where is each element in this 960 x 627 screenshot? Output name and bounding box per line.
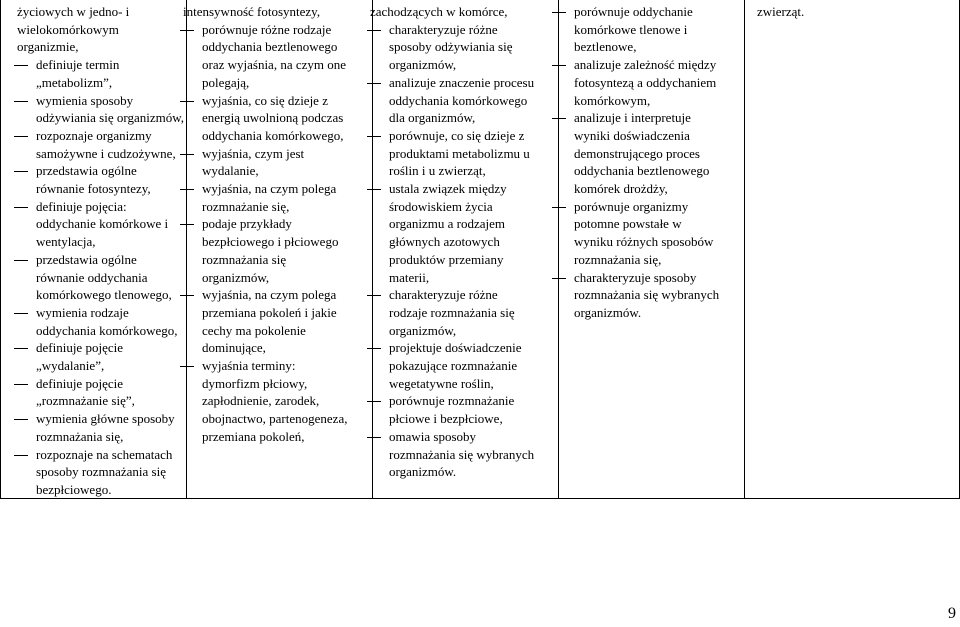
- list-item: przedstawia ogólne: [14, 251, 184, 269]
- list-item-continuation: komórkowego tlenowego,: [36, 287, 172, 303]
- list-item: rozpoznaje organizmy: [14, 127, 184, 145]
- list-item-continuation: dymorfizm płciowy,: [202, 375, 308, 391]
- list-item: porównuje rozmnażanie: [367, 392, 557, 410]
- list-item-continuation: organizmów,: [389, 322, 457, 338]
- list-item-continuation: oddychania komórkowego: [389, 92, 528, 108]
- list-item-continuation: materii,: [389, 269, 430, 285]
- list-item-continuation: produktów przemiany: [389, 251, 504, 267]
- list-item: omawia sposoby: [367, 428, 557, 446]
- list-item-continuation: oddychanie komórkowe i: [36, 216, 169, 232]
- list-item-continuation: oddychania komórkowego,: [202, 127, 344, 143]
- table-border-left: [0, 0, 1, 498]
- list-item: wymienia główne sposoby: [14, 410, 184, 428]
- list-item: definiuje pojęcia:: [14, 198, 184, 216]
- list-item-continuation: przemiana pokoleń i jakie: [202, 304, 337, 320]
- list-item: wyjaśnia, na czym polega: [180, 180, 366, 198]
- list-item-continuation: oddychania komórkowego,: [36, 322, 178, 338]
- column-1: [14, 3, 184, 499]
- list-item-continuation: wegetatywne roślin,: [389, 375, 494, 391]
- list-item-continuation: oddychania beztlenowego: [574, 163, 710, 179]
- list-item: wymienia sposoby: [14, 92, 184, 110]
- list-item: porównuje oddychanie: [552, 3, 742, 21]
- column-3: [367, 3, 557, 481]
- list-item-continuation: rozmnażania się,: [36, 428, 124, 444]
- list-item-continuation: dla organizmów,: [389, 110, 476, 126]
- list-item-continuation: organizmów,: [202, 269, 270, 285]
- list-item: ustala związek między: [367, 180, 557, 198]
- list-item: wyjaśnia, co się dzieje z: [180, 92, 366, 110]
- list-item-continuation: polegają,: [202, 74, 250, 90]
- cell-text-line: zwierząt.: [757, 4, 805, 19]
- list-item-continuation: równanie fotosyntezy,: [36, 181, 151, 197]
- list-item-continuation: odżywiania się organizmów,: [36, 110, 185, 126]
- list-item-continuation: rozmnażania się: [202, 251, 287, 267]
- cell-text-line: organizmie,: [17, 39, 79, 55]
- list-item: wymienia rodzaje: [14, 304, 184, 322]
- cell-text-line: zachodzących w komórce,: [370, 4, 508, 19]
- list-item-continuation: wentylacja,: [36, 234, 96, 250]
- list-item-continuation: zapłodnienie, zarodek,: [202, 393, 320, 409]
- list-item: charakteryzuje sposoby: [552, 269, 742, 287]
- list-item-continuation: komórek drożdży,: [574, 181, 668, 197]
- list-item-continuation: sposoby odżywiania się: [389, 39, 513, 55]
- list-item: charakteryzuje różne: [367, 286, 557, 304]
- list-item-continuation: fotosyntezą a oddychaniem: [574, 74, 717, 90]
- list-item-continuation: wydalanie,: [202, 163, 259, 179]
- list-item: wyjaśnia, na czym polega: [180, 286, 366, 304]
- list-item: analizuje zależność między: [552, 56, 742, 74]
- list-item-continuation: środowiskiem życia: [389, 198, 493, 214]
- list-item-continuation: bezpłciowego i płciowego: [202, 234, 339, 250]
- list-item: podaje przykłady: [180, 215, 366, 233]
- list-item-continuation: demonstrującego proces: [574, 145, 700, 161]
- list-item-continuation: dominujące,: [202, 340, 266, 356]
- column-4: [552, 3, 742, 322]
- list-item-continuation: potomne powstałe w: [574, 216, 682, 232]
- list-item-continuation: „rozmnażanie się”,: [36, 393, 135, 409]
- list-item: definiuje pojęcie: [14, 375, 184, 393]
- list-item-continuation: organizmów.: [389, 464, 457, 480]
- list-item-continuation: rozmnażanie się,: [202, 198, 290, 214]
- list-item-continuation: głównych azotowych: [389, 234, 500, 250]
- list-item: porównuje organizmy: [552, 198, 742, 216]
- list-item: przedstawia ogólne: [14, 162, 184, 180]
- list-item-continuation: wyniku różnych sposobów: [574, 234, 714, 250]
- cell-text-line: wielokomórkowym: [17, 21, 119, 37]
- list-item: analizuje i interpretuje: [552, 109, 742, 127]
- list-item-continuation: „wydalanie”,: [36, 358, 105, 374]
- list-item-continuation: wyniki doświadczenia: [574, 127, 690, 143]
- list-item-continuation: pokazujące rozmnażanie: [389, 358, 518, 374]
- list-item-continuation: bezpłciowego.: [36, 481, 112, 497]
- list-item-continuation: oddychania beztlenowego: [202, 39, 338, 55]
- list-item: definiuje termin: [14, 56, 184, 74]
- column-5: [754, 3, 954, 21]
- list-item: definiuje pojęcie: [14, 339, 184, 357]
- page-number: 9: [948, 605, 956, 622]
- list-item: analizuje znaczenie procesu: [367, 74, 557, 92]
- list-item-continuation: obojnactwo, partenogeneza,: [202, 411, 348, 427]
- list-item: projektuje doświadczenie: [367, 339, 557, 357]
- list-item-continuation: „metabolizm”,: [36, 74, 113, 90]
- list-item: rozpoznaje na schematach: [14, 446, 184, 464]
- list-item: porównuje, co się dzieje z: [367, 127, 557, 145]
- list-item-continuation: rozmnażania się wybranych: [574, 287, 720, 303]
- list-item: wyjaśnia terminy:: [180, 357, 366, 375]
- list-item-continuation: komórkowe tlenowe i: [574, 21, 688, 37]
- list-item: porównuje różne rodzaje: [180, 21, 366, 39]
- list-item-continuation: płciowe i bezpłciowe,: [389, 411, 503, 427]
- column-divider: [744, 0, 745, 498]
- list-item-continuation: sposoby rozmnażania się: [36, 464, 166, 480]
- list-item-continuation: przemiana pokoleń,: [202, 428, 305, 444]
- cell-text-line: życiowych w jedno- i: [17, 4, 130, 19]
- list-item-continuation: komórkowym,: [574, 92, 651, 108]
- list-item-continuation: organizmów.: [574, 304, 642, 320]
- cell-text-line: intensywność fotosyntezy,: [183, 4, 321, 19]
- list-item-continuation: rozmnażania się,: [574, 251, 662, 267]
- column-2: [180, 3, 366, 446]
- list-item-continuation: organizmu a rodzajem: [389, 216, 505, 232]
- list-item-continuation: roślin i u zwierząt,: [389, 163, 486, 179]
- list-item: wyjaśnia, czym jest: [180, 145, 366, 163]
- list-item-continuation: równanie oddychania: [36, 269, 148, 285]
- list-item-continuation: energią uwolnioną podczas: [202, 110, 344, 126]
- list-item-continuation: oraz wyjaśnia, na czym one: [202, 57, 347, 73]
- list-item-continuation: samożywne i cudzożywne,: [36, 145, 176, 161]
- list-item: charakteryzuje różne: [367, 21, 557, 39]
- list-item-continuation: rozmnażania się wybranych: [389, 446, 535, 462]
- list-item-continuation: organizmów,: [389, 57, 457, 73]
- list-item-continuation: cechy ma pokolenie: [202, 322, 306, 338]
- list-item-continuation: rodzaje rozmnażania się: [389, 304, 515, 320]
- list-item-continuation: beztlenowe,: [574, 39, 637, 55]
- list-item-continuation: produktami metabolizmu u: [389, 145, 530, 161]
